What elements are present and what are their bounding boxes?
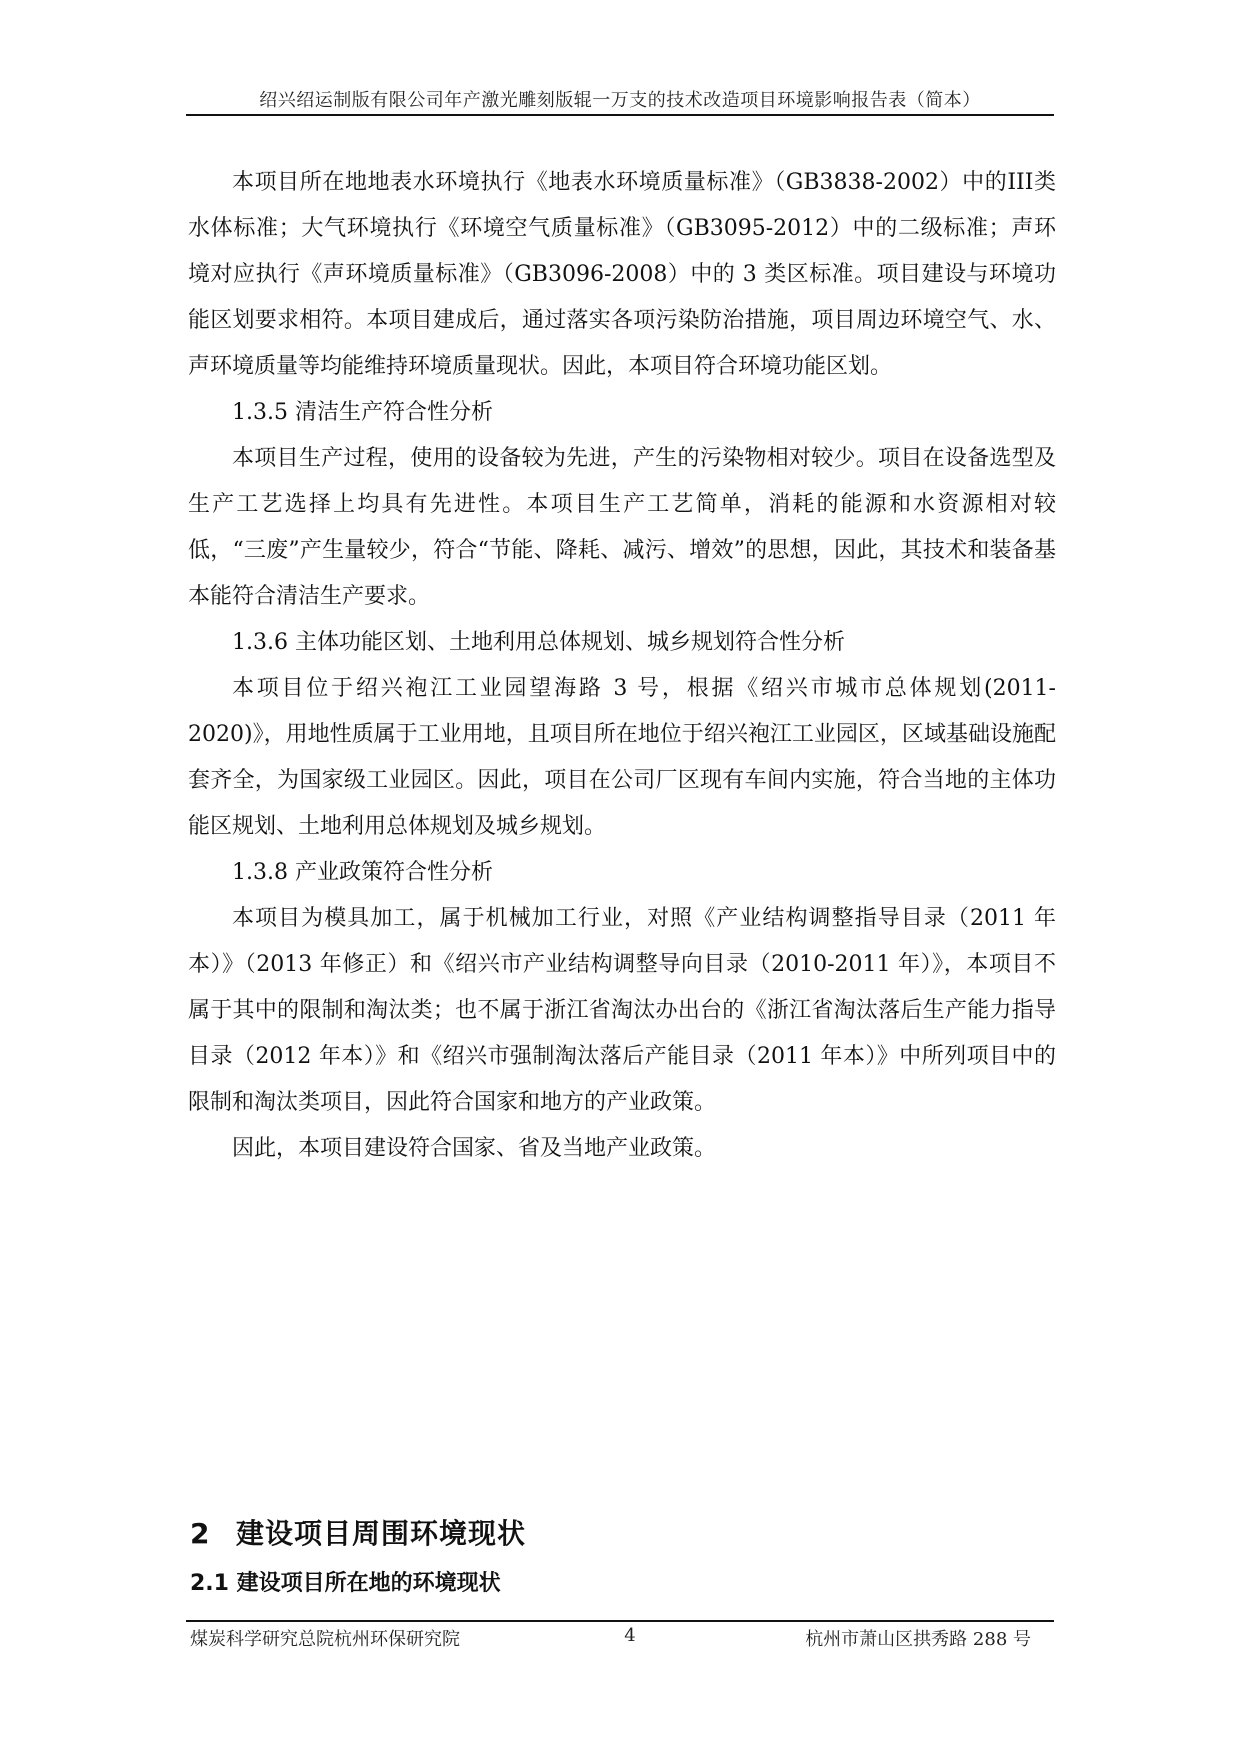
paragraph-land-planning: 本项目位于绍兴袍江工业园望海路 3 号，根据《绍兴市城市总体规划(2011-2020)》，用地性质属于工业用地，且项目所在地位于绍兴袍江工业园区，区域基础设施配套齐全，为国家级工业园区。因此，项目在公司厂区现有车间内实施，符合当地的主体功能区规划、土地利用总体规划及城乡规划。 bbox=[188, 676, 1056, 839]
subsection-1-3-5-heading: 1.3.5 清洁生产符合性分析 bbox=[232, 400, 493, 425]
header-divider bbox=[186, 114, 1054, 116]
paragraph-environment-function: 本项目所在地地表水环境执行《地表水环境质量标准》（GB3838-2002）中的III类水体标准；大气环境执行《环境空气质量标准》（GB3095-2012）中的二级标准；声环境对应执行《声环境质量标准》（GB3096-2008）中的 3 类区标准。项目建设与环境功能区划要求相符。本项目建成后，通过落实各项污染防治措施，项目周边环境空气、水、声环境质量等均能维持环境质量现状。因此，本项目符合环境功能区划。 bbox=[188, 170, 1056, 379]
subsection-1-3-6-heading: 1.3.6 主体功能区划、土地利用总体规划、城乡规划符合性分析 bbox=[232, 630, 845, 655]
section-2-number: 2 bbox=[190, 1517, 211, 1550]
footer-divider bbox=[186, 1620, 1054, 1622]
section-2-heading bbox=[190, 1512, 526, 1552]
page-header-title: 绍兴绍运制版有限公司年产激光雕刻版辊一万支的技术改造项目环境影响报告表（简本） bbox=[259, 90, 981, 111]
section-2-title: 建设项目周围环境现状 bbox=[236, 1517, 527, 1550]
footer-organization: 煤炭科学研究总院杭州环保研究院 bbox=[190, 1629, 460, 1650]
page-body bbox=[188, 160, 1056, 1172]
paragraph-policy-conclusion: 因此，本项目建设符合国家、省及当地产业政策。 bbox=[232, 1136, 717, 1161]
paragraph-industrial-policy: 本项目为模具加工，属于机械加工行业，对照《产业结构调整指导目录（2011 年本）》（2013 年修正）和《绍兴市产业结构调整导向目录（2010-2011 年）》，本项目不属于其中的限制和淘汰类；也不属于浙江省淘汰办出台的《浙江省淘汰落后生产能力指导目录（2012 年本）》和《绍兴市强制淘汰落后产能目录（2011 年本）》中所列项目中的限制和淘汰类项目，因此符合国家和地方的产业政策。 bbox=[188, 906, 1056, 1115]
subsection-2-1-heading: 2.1 建设项目所在地的环境现状 bbox=[190, 1571, 501, 1596]
footer-address: 杭州市萧山区拱秀路 288 号 bbox=[805, 1629, 1031, 1650]
paragraph-clean-production: 本项目生产过程，使用的设备较为先进，产生的污染物相对较少。项目在设备选型及生产工艺选择上均具有先进性。本项目生产工艺简单，消耗的能源和水资源相对较低，“三废”产生量较少，符合“节能、降耗、减污、增效”的思想，因此，其技术和装备基本能符合清洁生产要求。 bbox=[188, 446, 1056, 609]
subsection-1-3-8-heading: 1.3.8 产业政策符合性分析 bbox=[232, 860, 493, 885]
page-number: 4 bbox=[624, 1625, 636, 1646]
